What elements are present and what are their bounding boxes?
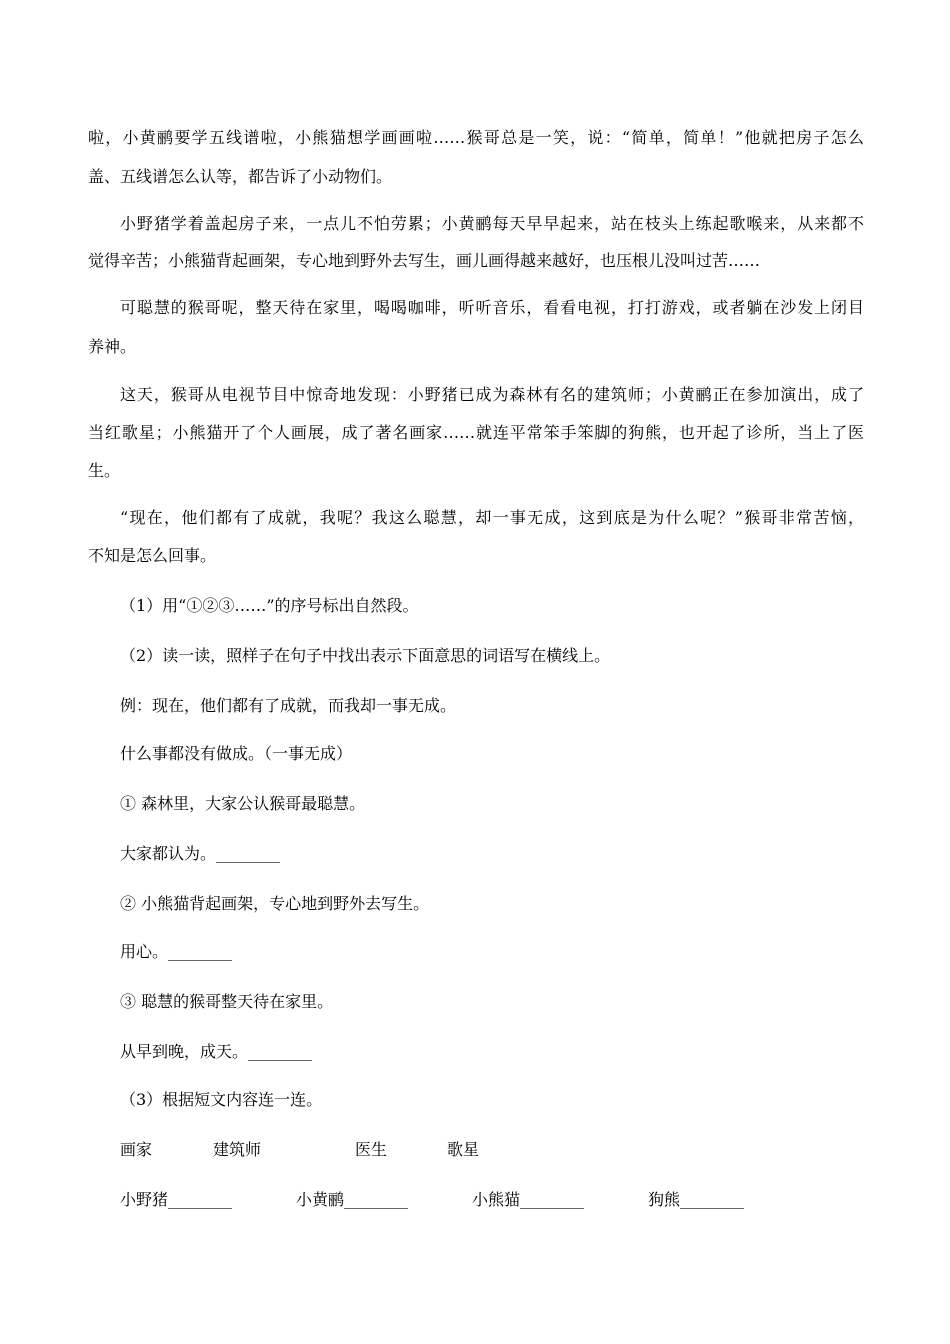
example-answer: 什么事都没有做成。（一事无成） (120, 744, 353, 763)
text-line: 啦，小黄鹂要学五线谱啦，小熊猫想学画画啦……猴哥总是一笑，说：“简单，简单！”他就把房子怎么 (88, 128, 864, 147)
profession-doctor[interactable]: 医生 (355, 1140, 388, 1159)
question-1: （1）用“①②③……”的序号标出自然段。 (120, 596, 419, 615)
sentence-2-prompt[interactable]: 用心。________ (120, 942, 233, 961)
text-line: 不知是怎么回事。 (88, 546, 217, 565)
question-3: （3）根据短文内容连一连。 (120, 1090, 323, 1109)
animal-boar[interactable]: 小野猪________ (120, 1190, 233, 1209)
example-sentence: 例：现在，他们都有了成就，而我却一事无成。 (120, 696, 457, 715)
animal-red-panda[interactable]: 小熊猫________ (472, 1190, 585, 1209)
text-line: 盖、五线谱怎么认等，都告诉了小动物们。 (88, 167, 393, 186)
profession-painter[interactable]: 画家 (120, 1140, 153, 1159)
text-line: 觉得辛苦；小熊猫背起画架，专心地到野外去写生，画儿画得越来越好，也压根儿没叫过苦…… (88, 251, 761, 270)
text-line: 当红歌星；小熊猫开了个人画展，成了著名画家……就连平常笨手笨脚的狗熊，也开起了诊所，当上了医 (88, 423, 864, 442)
question-2: （2）读一读，照样子在句子中找出表示下面意思的词语写在横线上。 (120, 646, 611, 665)
profession-architect[interactable]: 建筑师 (213, 1140, 262, 1159)
sentence-2: ② 小熊猫背起画架，专心地到野外去写生。 (120, 894, 430, 913)
sentence-1: ① 森林里，大家公认猴哥最聪慧。 (120, 794, 366, 813)
sentence-3: ③ 聪慧的猴哥整天待在家里。 (120, 992, 334, 1011)
sentence-3-prompt[interactable]: 从早到晚，成天。________ (120, 1042, 313, 1061)
text-line: 这天，猴哥从电视节目中惊奇地发现：小野猪已成为森林有名的建筑师；小黄鹂正在参加演出，成了 (120, 385, 864, 404)
text-line: 生。 (88, 461, 121, 480)
text-line: 小野猪学着盖起房子来，一点儿不怕劳累；小黄鹂每天早早起来，站在枝头上练起歌喉来，从来都不 (120, 214, 864, 233)
animal-oriole[interactable]: 小黄鹂________ (296, 1190, 409, 1209)
profession-singer[interactable]: 歌星 (447, 1140, 480, 1159)
text-line: 可聪慧的猴哥呢，整天待在家里，喝喝咖啡，听听音乐，看看电视，打打游戏，或者躺在沙发上闭目 (120, 298, 864, 317)
text-line: 养神。 (88, 337, 137, 356)
text-line: “现在，他们都有了成就，我呢？我这么聪慧，却一事无成，这到底是为什么呢？”猴哥非常苦恼， (120, 508, 864, 527)
sentence-1-prompt[interactable]: 大家都认为。________ (120, 844, 281, 863)
animal-bear[interactable]: 狗熊________ (648, 1190, 745, 1209)
